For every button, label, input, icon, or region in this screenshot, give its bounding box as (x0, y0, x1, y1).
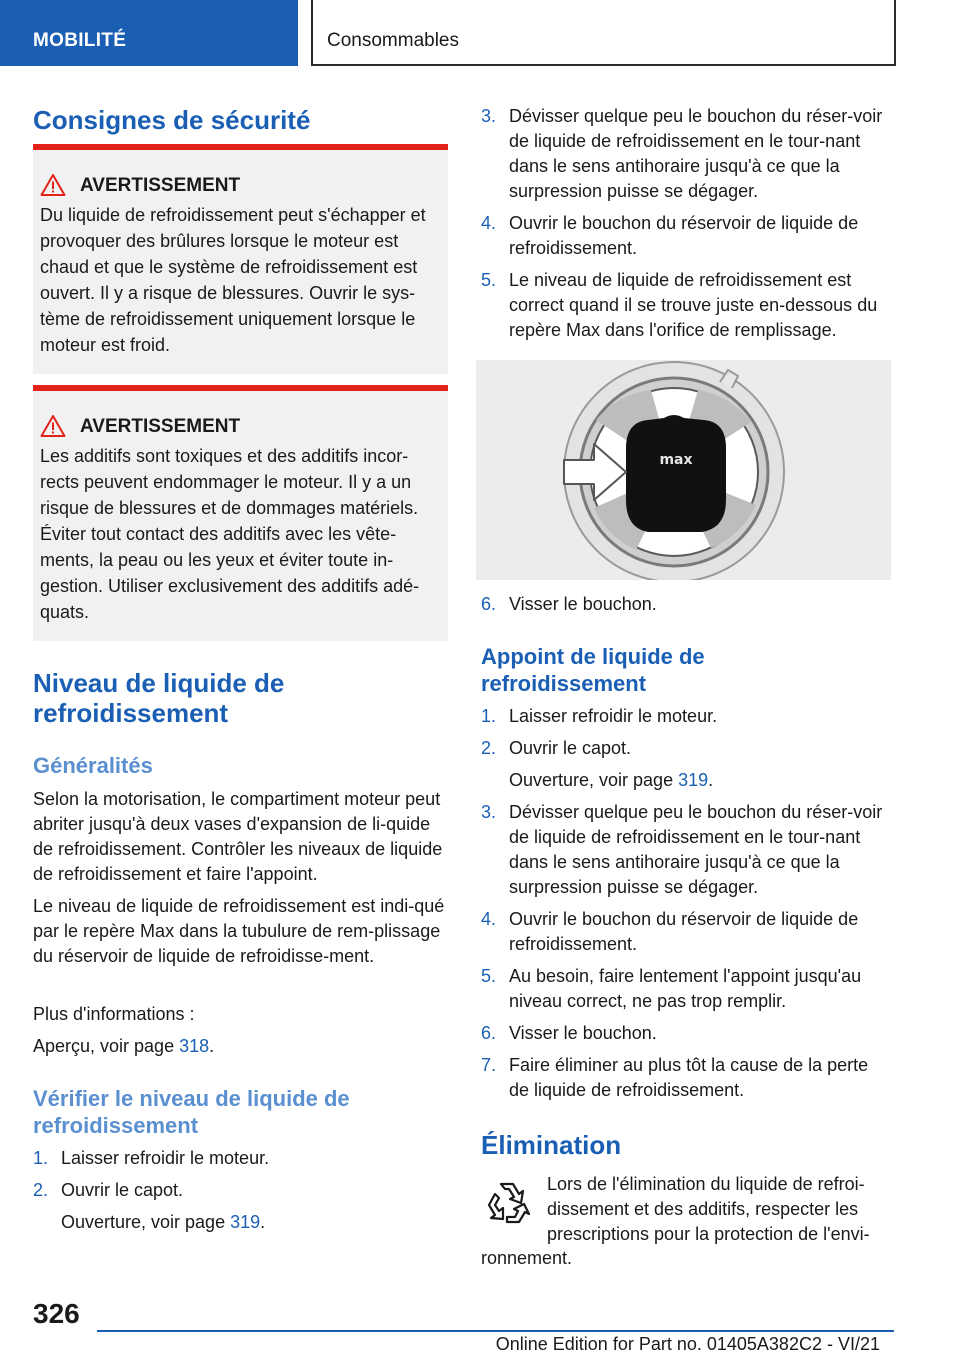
check-level-title: Vérifier le niveau de liquide de refroidissement (33, 1086, 350, 1138)
max-mark-label: max (659, 452, 693, 468)
disposal-text: Lors de l'élimination du liquide de refroi-dissement et des additifs, respecter les prescriptions pour la protection de l'envi- (547, 1174, 870, 1244)
list-item: 6. Visser le bouchon. (481, 594, 657, 614)
chapter-label: Consommables (327, 30, 459, 51)
check-steps-continued (481, 104, 891, 350)
check-step-6 (481, 592, 891, 624)
list-item: 7. Faire éliminer au plus tôt la cause de la perte de liquide de refroidissement. (481, 1055, 869, 1100)
safety-title: Consignes de sécurité (33, 105, 311, 135)
list-item: 5. Le niveau de liquide de refroidissement est correct quand il se trouve juste en-dessous du repère Max dans l'orifice de remplissage. (481, 270, 878, 340)
coolant-level-title: Niveau de liquide de refroidissement (33, 668, 285, 728)
general-title: Généralités (33, 753, 153, 778)
warning-triangle-icon (40, 173, 66, 197)
warning-box-2 (33, 385, 448, 641)
list-item: 4. Ouvrir le bouchon du réservoir de liquide de refroidissement. (481, 213, 859, 258)
page-link-319[interactable]: 319 (230, 1212, 261, 1232)
recycling-icon (481, 1178, 533, 1228)
section-tab (0, 0, 298, 66)
disposal-text-end: ronnement. (481, 1248, 573, 1268)
list-item: 3. Dévisser quelque peu le bouchon du réser-voir de liquide de refroidissement en le tour-nant dans le sens antihoraire jusqu'à ce que la surpression puisse se dégager. (481, 802, 883, 897)
topup-title: Appoint de liquide de refroidissement (481, 644, 705, 696)
general-paragraph-1: Selon la motorisation, le compartiment moteur peut abriter jusqu'à deux vases d'expansion de li-quide de refroidissement. Contrôler les niveaux de liquide de refroidissement et faire l'appoint. (33, 789, 443, 884)
list-item: 2. Ouvrir le capot. Ouverture, voir page 319. (481, 736, 891, 793)
list-item: 5. Au besoin, faire lentement l'appoint jusqu'au niveau correct, ne pas trop remplir. (481, 966, 862, 1011)
check-steps-list (33, 1146, 448, 1242)
warning-header (40, 172, 440, 198)
warning-box-1 (33, 144, 448, 374)
more-info-text: Plus d'informations : (33, 1004, 195, 1024)
footer-divider (97, 1330, 894, 1332)
reservoir-illustration (476, 360, 891, 580)
list-item: 1. Laisser refroidir le moteur. (33, 1148, 270, 1168)
list-item: 3. Dévisser quelque peu le bouchon du réser-voir de liquide de refroidissement en le tour-nant dans le sens antihoraire jusqu'à ce que la surpression puisse se dégager. (481, 106, 883, 201)
list-item: 2. Ouvrir le capot. Ouverture, voir page 319. (33, 1178, 448, 1235)
disposal-title: Élimination (481, 1130, 622, 1160)
list-item: 1. Laisser refroidir le moteur. (481, 706, 718, 726)
coolant-reservoir-figure (476, 360, 891, 580)
edition-text: Online Edition for Part no. 01405A382C2 - VI/21 (495, 1334, 880, 1354)
warning-label: AVERTISSEMENT (80, 416, 241, 437)
warning-text: Les additifs sont toxiques et des additifs incor-rects peuvent endommager le moteur. Il y a un risque de blessures et de dommages matériels. Éviter tout contact des additifs avec les vête-ments, la peau ou les yeux et éviter toute in-gestion. Utiliser exclusivement des additifs adé-quats. (40, 446, 420, 622)
section-label: MOBILITÉ (33, 30, 127, 51)
chapter-tab (311, 0, 896, 66)
list-item: 4. Ouvrir le bouchon du réservoir de liquide de refroidissement. (481, 909, 859, 954)
page-number: 326 (33, 1298, 80, 1329)
opening-reference: Ouverture, voir page 319. (509, 770, 714, 790)
page-link-318[interactable]: 318 (179, 1036, 210, 1056)
topup-steps-list (481, 704, 891, 1110)
warning-header (40, 413, 440, 439)
warning-label: AVERTISSEMENT (80, 175, 241, 196)
warning-text: Du liquide de refroidissement peut s'échapper et provoquer des brûlures lorsque le moteur est chaud et que le système de refroidissement est ouvert. Il y a risque de blessures. Ouvrir le sys-tème de refroidissement uniquement lorsque le moteur est froid. (40, 205, 426, 355)
page-link-319[interactable]: 319 (678, 770, 709, 790)
opening-reference: Ouverture, voir page 319. (61, 1212, 266, 1232)
general-paragraph-2: Le niveau de liquide de refroidissement est indi-qué par le repère Max dans la tubulure de rem-plissage du réservoir de liquide de refroidisse-ment. (33, 896, 445, 966)
list-item: 6. Visser le bouchon. (481, 1023, 657, 1043)
overview-reference: Aperçu, voir page 318. (33, 1036, 215, 1056)
warning-triangle-icon (40, 414, 66, 438)
